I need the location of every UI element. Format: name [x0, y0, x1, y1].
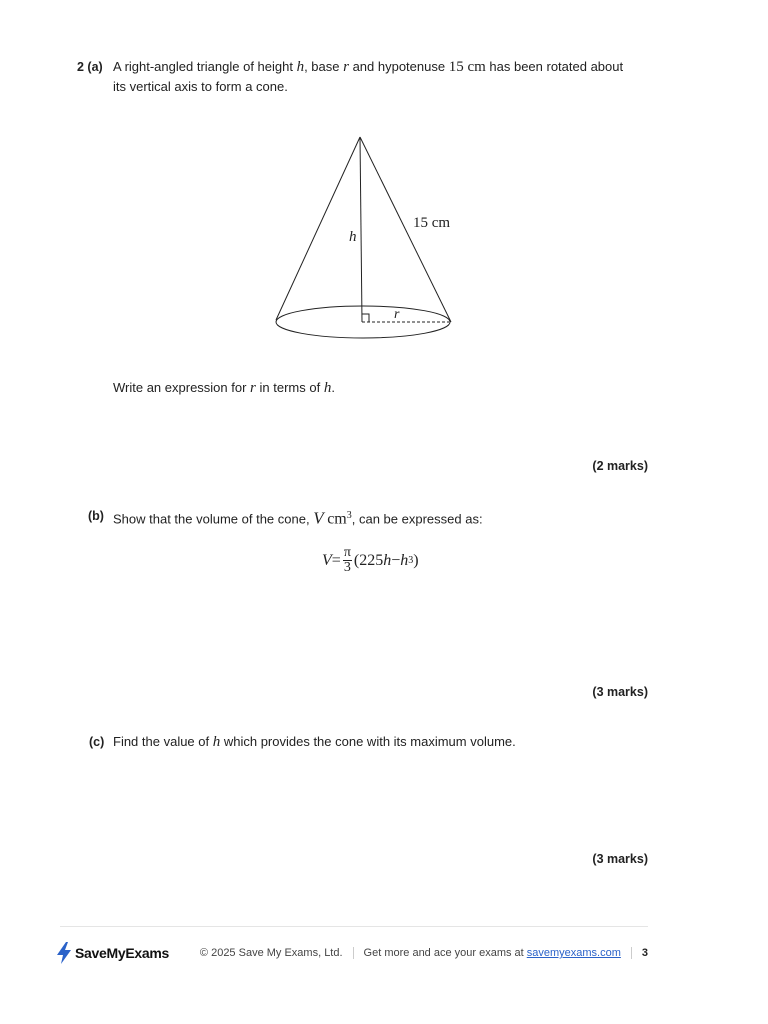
- q2a-prompt-1: Write an expression for: [113, 380, 251, 395]
- q2c-var-h: h: [212, 734, 221, 750]
- question-number-2b: (b): [88, 509, 104, 523]
- marks-2b: (3 marks): [592, 685, 648, 699]
- q2a-text-3: and hypotenuse: [348, 59, 449, 74]
- formula-h2: h: [400, 551, 409, 569]
- question-2c-text: [113, 732, 516, 752]
- question-number-2c: (c): [89, 735, 105, 749]
- q2b-text-2: , can be expressed as:: [351, 511, 483, 527]
- cone-height-line: [360, 137, 362, 322]
- q2a-var-r: r: [343, 59, 349, 75]
- q2b-unit-exponent: 3: [346, 510, 352, 521]
- volume-formula: [322, 546, 419, 575]
- diagram-label-h: h: [349, 229, 357, 245]
- formula-exponent: 3: [408, 555, 414, 566]
- formula-numerator: π: [343, 545, 351, 560]
- formula-equals: =: [331, 551, 341, 569]
- q2a-hypotenuse: 15 cm: [448, 59, 486, 75]
- marks-2a: (2 marks): [592, 459, 648, 473]
- logo-text: SaveMyExams: [75, 945, 169, 961]
- q2c-text-2: which provides the cone with its maximum volume.: [220, 734, 516, 749]
- diagram-label-hypotenuse: 15 cm: [413, 215, 451, 231]
- q2a-text-5: its vertical axis to form a cone.: [113, 79, 288, 94]
- footer-cta: Get more and ace your exams at: [363, 947, 524, 959]
- q2a-prompt-var-h: h: [323, 380, 332, 396]
- formula-open: (225: [353, 551, 384, 569]
- save-my-exams-logo[interactable]: [56, 942, 169, 964]
- q2b-text-1: Show that the volume of the cone,: [113, 511, 314, 527]
- question-2b-text: [113, 506, 483, 528]
- q2b-unit: cm: [327, 510, 347, 528]
- footer-separator-1: [353, 947, 354, 959]
- footer-divider: [60, 926, 648, 927]
- formula-h1: h: [383, 551, 392, 569]
- page-number: 3: [641, 947, 648, 959]
- footer: [56, 942, 648, 964]
- q2a-text-2: , base: [304, 59, 344, 74]
- q2a-var-h: h: [296, 59, 305, 75]
- formula-v: V: [322, 551, 332, 569]
- question-number-2a: 2 (a): [77, 60, 103, 74]
- marks-2c: (3 marks): [592, 852, 648, 866]
- q2b-var-v: V: [313, 508, 324, 528]
- question-2a-text: [113, 57, 653, 96]
- formula-denominator: 3: [343, 560, 351, 575]
- q2a-text-1: A right-angled triangle of height: [113, 59, 297, 74]
- q2c-text-1: Find the value of: [113, 734, 213, 749]
- footer-separator-2: [631, 947, 632, 959]
- formula-minus: −: [391, 551, 401, 569]
- q2a-prompt-var-r: r: [250, 380, 256, 396]
- formula-close: ): [413, 551, 419, 569]
- footer-link[interactable]: savemyexams.com: [526, 947, 621, 959]
- cone-left-edge: [276, 137, 360, 320]
- formula-fraction: [343, 546, 352, 575]
- lightning-bolt-icon: [56, 942, 72, 964]
- cone-diagram: [0, 120, 768, 480]
- right-angle-marker: [362, 314, 369, 322]
- q2a-prompt-3: .: [331, 380, 335, 395]
- footer-copyright: © 2025 Save My Exams, Ltd.: [199, 947, 343, 959]
- question-2a-prompt: [113, 378, 335, 398]
- diagram-label-r: r: [394, 307, 400, 322]
- q2a-prompt-2: in terms of: [255, 380, 324, 395]
- q2a-text-4: has been rotated about: [485, 59, 624, 74]
